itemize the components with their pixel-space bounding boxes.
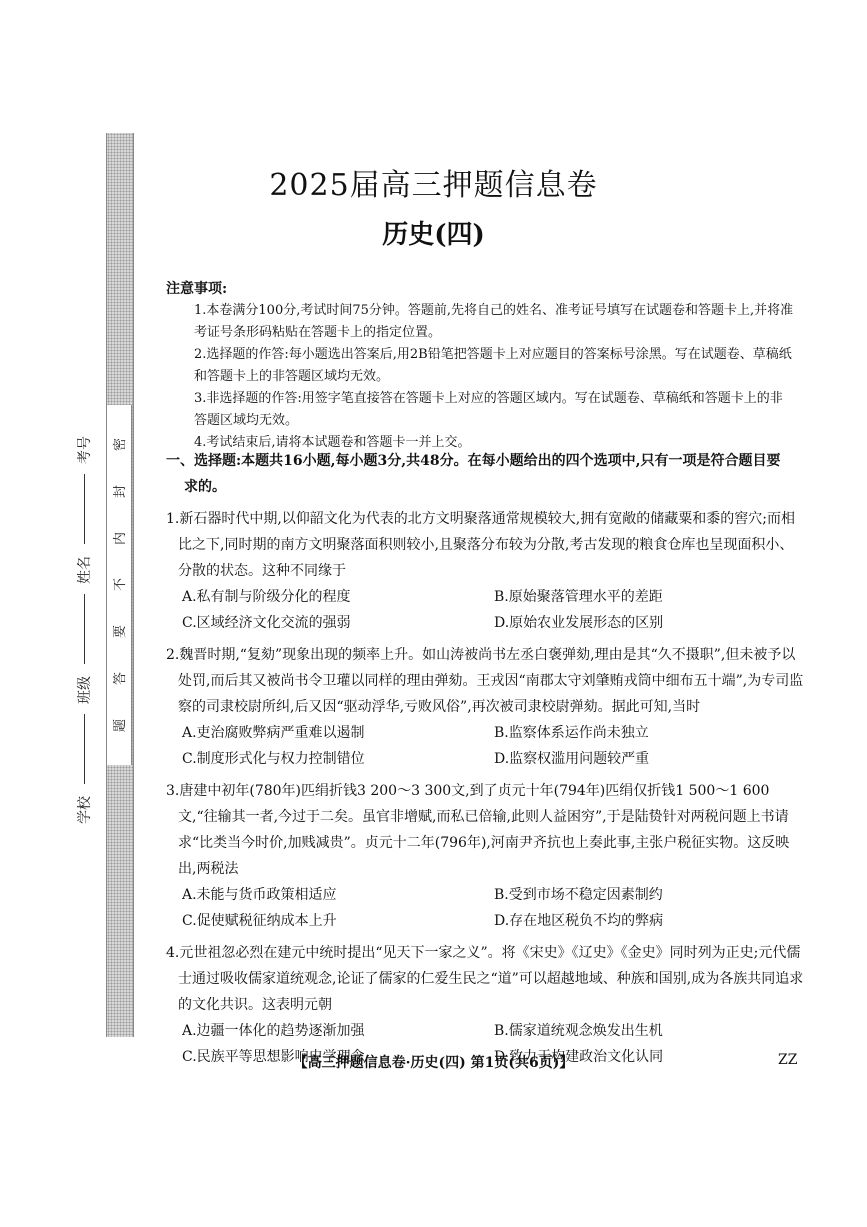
seal-line-text: [106, 405, 132, 765]
section-heading-line2: 求的。: [184, 479, 226, 495]
questions-section: [166, 448, 806, 1070]
section-heading: [166, 448, 806, 500]
question-4: [166, 940, 806, 1070]
question-1: [166, 506, 806, 636]
question-stem: 4.元世祖忽必烈在建元中统时提出“见天下一家之义”。将《宋史》《辽史》《金史》同时列为正史;元代儒士通过吸收儒家道统观念,论证了儒家的仁爱生民之“道”可以超越地域、种族和国别,成为各族共同追求的文化共识。这表明元朝: [166, 945, 804, 1013]
question-3: [166, 778, 806, 934]
question-stem: 3.唐建中初年(780年)匹绢折钱3 200～3 300文,到了贞元十年(794年)匹绢仅折钱1 500～1 600文,“往输其一者,今过于二矣。虽官非增赋,而私已倍输,此则人益困穷”,于是陆贽针对两税问题上书请求“比类当今时价,加贱减贵”。贞元十二年(796年),河南尹齐抗也上奏此事,主张户税征实物。这反映出,两税法: [166, 783, 790, 877]
option-d: D.存在地区税负不均的弊病: [494, 913, 664, 929]
option-b: B.儒家道统观念焕发出生机: [494, 1023, 663, 1039]
question-options: [166, 720, 806, 772]
note-item: 2.选择题的作答:每小题选出答案后,用2B铅笔把答题卡上对应题目的答案标号涂黑。写在试题卷、草稿纸和答题卡上的非答题区域均无效。: [194, 347, 792, 384]
option-d: D.原始农业发展形态的区别: [494, 615, 664, 631]
exam-number-field: [74, 436, 94, 544]
exam-subtitle: 历史(四): [382, 220, 485, 250]
option-c: C.制度形式化与权力控制错位: [182, 751, 365, 767]
option-b: B.原始聚落管理水平的差距: [494, 589, 663, 605]
school-label: 学校: [77, 796, 93, 824]
option-a: A.边疆一体化的趋势逐渐加强: [182, 1023, 365, 1039]
option-a: A.私有制与阶级分化的程度: [182, 589, 351, 605]
option-c: C.民族平等思想影响史学理念: [182, 1049, 365, 1065]
question-2: [166, 642, 806, 772]
notes-list: [194, 300, 794, 454]
question-stem: 1.新石器时代中期,以仰韶文化为代表的北方文明聚落通常规模较大,拥有宽敞的储藏粟和黍的窖穴;而相比之下,同时期的南方文明聚落面积则较小,且聚落分布较为分散,考古发现的粮食仓库也呈现面积小、分散的状态。这种不同缘于: [166, 511, 795, 579]
question-options: [166, 584, 806, 636]
seal-char: 密: [113, 437, 129, 452]
seal-char: 要: [113, 625, 129, 639]
name-field: [74, 556, 94, 664]
seal-char: 答: [113, 672, 129, 686]
note-item: 1.本卷满分100分,考试时间75分钟。答题前,先将自己的姓名、准考证号填写在试题卷和答题卡上,并将准考证号条形码粘贴在答题卡上的指定位置。: [194, 303, 794, 340]
option-c: C.促使赋税征纳成本上升: [182, 913, 337, 929]
question-stem: 2.魏晋时期,“复劾”现象出现的频率上升。如山涛被尚书左丞白褒弹劾,理由是其“久不摄职”,但未被予以处罚,而后其又被尚书令卫瓘以同样的理由弹劾。王戎因“南郡太守刘肇贿戎筒中细布五十端”,为专司监察的司隶校尉所纠,后又因“驱动浮华,亏败风俗”,再次被司隶校尉弹劾。据此可知,当时: [166, 647, 804, 715]
section-heading-line1: 一、选择题:本题共16小题,每小题3分,共48分。在每小题给出的四个选项中,只有一项是符合题目要: [166, 453, 781, 469]
page-footer: 【高三押题信息卷·历史(四) 第1页(共6页)】: [293, 1055, 574, 1071]
note-item: 4.考试结束后,请将本试题卷和答题卡一并上交。: [194, 435, 471, 450]
seal-char: 不: [113, 578, 129, 592]
option-b: B.受到市场不稳定因素制约: [494, 887, 663, 903]
note-item: 3.非选择题的作答:用签字笔直接答在答题卡上对应的答题区域内。写在试题卷、草稿纸和答题卡上的非答题区域均无效。: [194, 391, 783, 428]
notes-heading: 注意事项:: [166, 281, 228, 297]
option-b: B.监察体系运作尚未独立: [494, 725, 649, 741]
seal-char: 封: [113, 484, 129, 498]
option-a: A.吏治腐败弊病严重难以遏制: [182, 725, 365, 741]
name-line: [84, 594, 85, 664]
class-line: [84, 714, 85, 784]
name-label: 姓名: [77, 556, 93, 584]
option-c: C.区域经济文化交流的强弱: [182, 615, 351, 631]
option-a: A.未能与货币政策相适应: [182, 887, 337, 903]
option-d: D.监察权滥用问题较严重: [494, 751, 650, 767]
footer-code: ZZ: [778, 1052, 798, 1068]
option-d: D.致力于构建政治文化认同: [494, 1049, 664, 1065]
class-label: 班级: [77, 676, 93, 704]
school-field: [74, 796, 94, 834]
question-options: [166, 882, 806, 934]
exam-title: 2025届高三押题信息卷: [269, 168, 598, 203]
exam-number-label: 考号: [77, 436, 93, 464]
class-field: [74, 676, 94, 784]
seal-char: 题: [113, 718, 129, 732]
seal-char: 内: [113, 531, 129, 545]
exam-number-line: [84, 474, 85, 544]
